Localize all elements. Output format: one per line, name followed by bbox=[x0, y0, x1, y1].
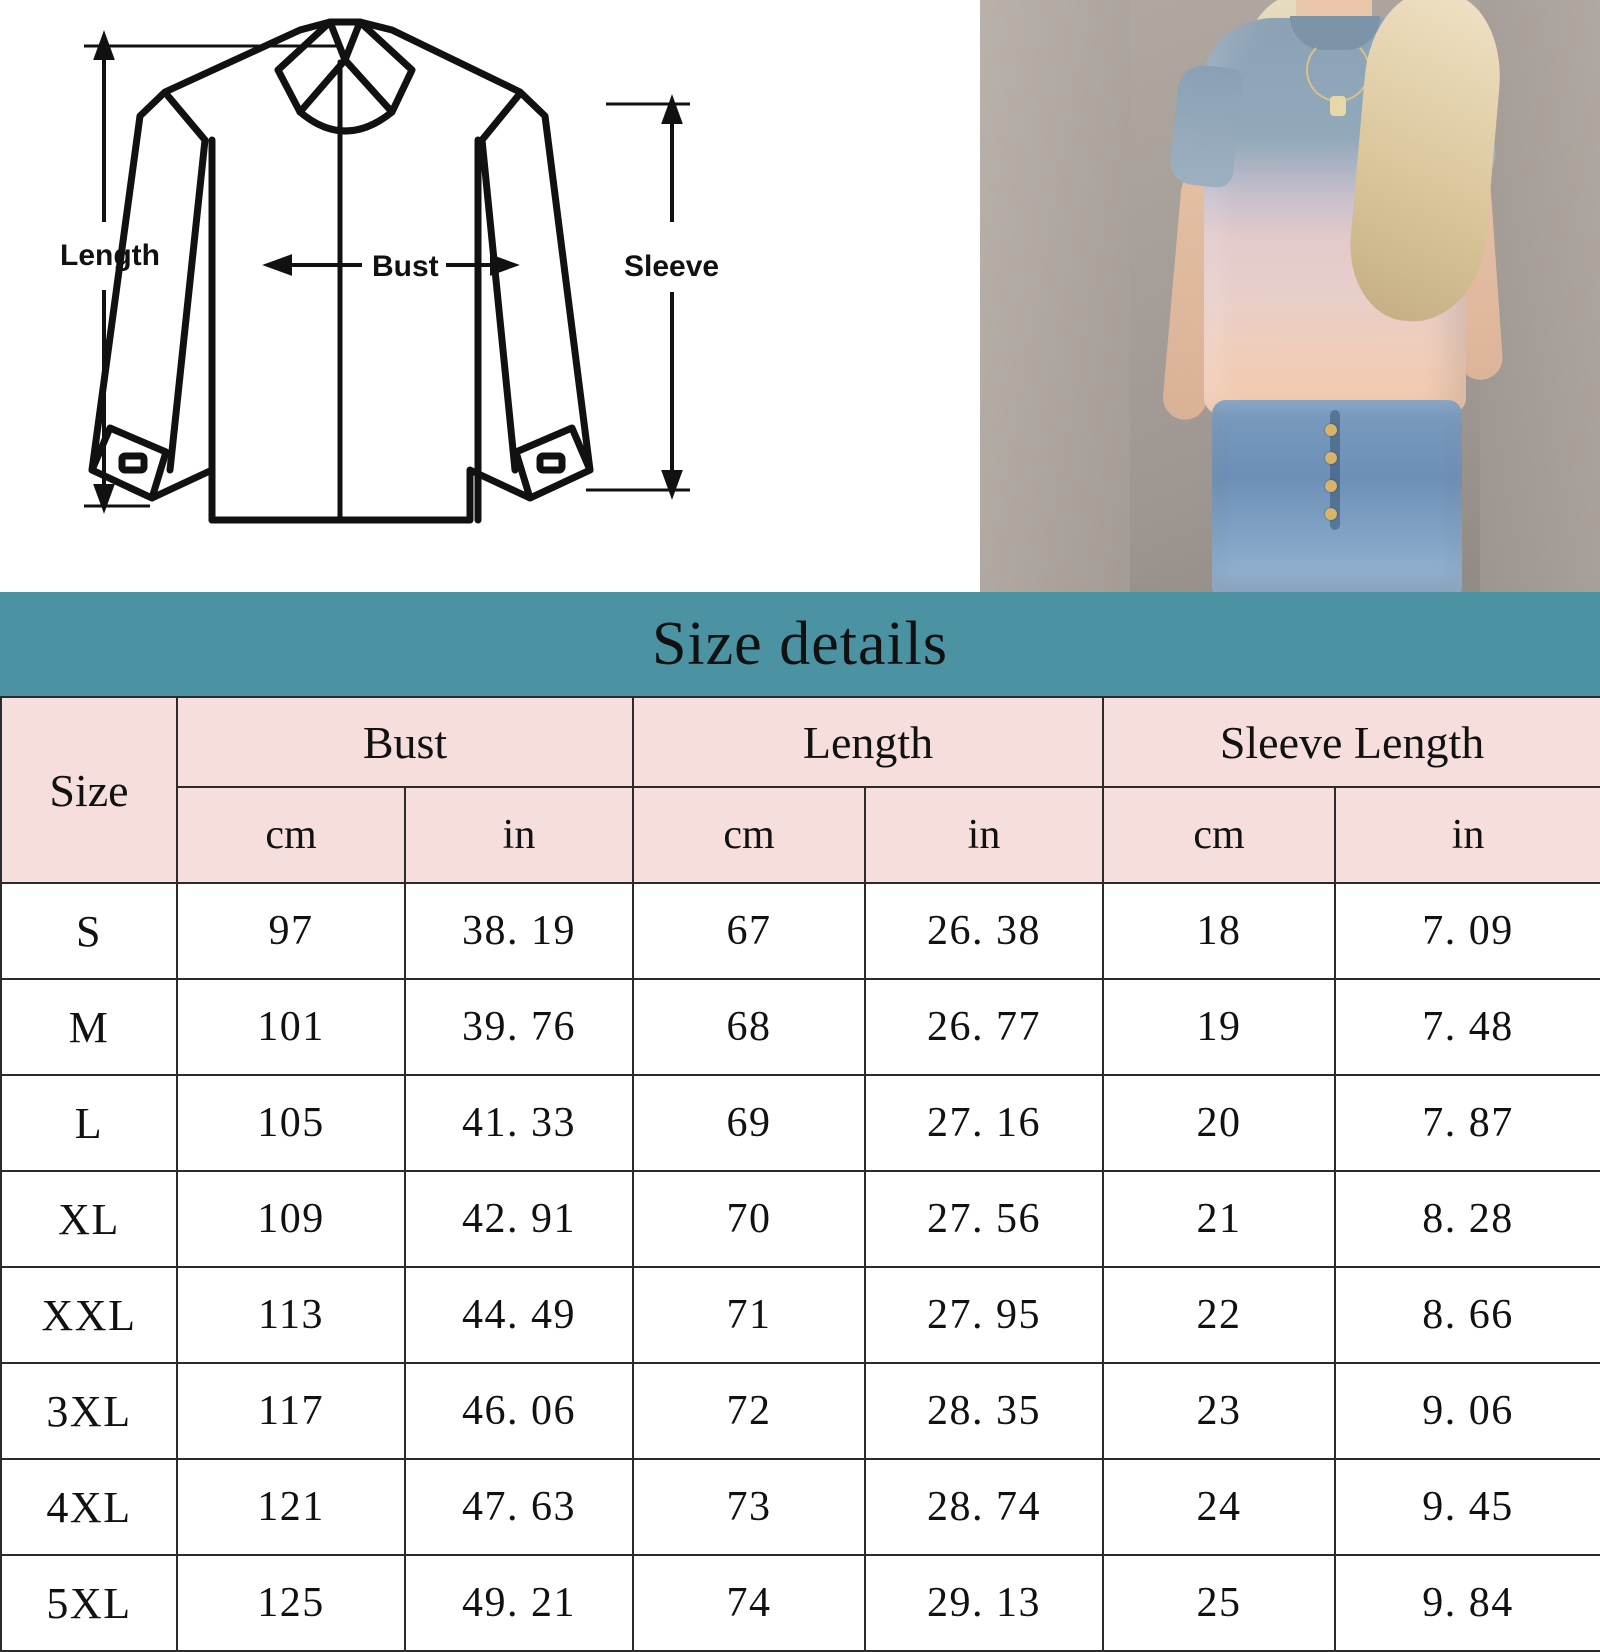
cell-sleeve-in: 7. 87 bbox=[1335, 1075, 1600, 1171]
cell-bust-in: 39. 76 bbox=[405, 979, 633, 1075]
cap-sleeve-left bbox=[1168, 63, 1244, 189]
column-header-size: Size bbox=[1, 697, 177, 883]
unit-header-length-cm: cm bbox=[633, 787, 865, 883]
table-row bbox=[1, 1171, 1600, 1267]
cell-length-in: 27. 16 bbox=[865, 1075, 1103, 1171]
cell-sleeve-in: 7. 48 bbox=[1335, 979, 1600, 1075]
cell-bust-in: 41. 33 bbox=[405, 1075, 633, 1171]
cell-bust-in: 46. 06 bbox=[405, 1363, 633, 1459]
size-details-table bbox=[0, 696, 1600, 1652]
cell-size: 5XL bbox=[1, 1555, 177, 1651]
cell-bust-cm: 125 bbox=[177, 1555, 405, 1651]
cell-bust-cm: 121 bbox=[177, 1459, 405, 1555]
cell-length-in: 27. 95 bbox=[865, 1267, 1103, 1363]
shirt-technical-drawing bbox=[0, 0, 980, 592]
shorts-button bbox=[1325, 480, 1337, 492]
cell-bust-cm: 109 bbox=[177, 1171, 405, 1267]
top-media-section bbox=[0, 0, 1600, 592]
cell-bust-cm: 101 bbox=[177, 979, 405, 1075]
shorts-button bbox=[1325, 508, 1337, 520]
table-row bbox=[1, 883, 1600, 979]
cell-length-cm: 71 bbox=[633, 1267, 865, 1363]
table-row bbox=[1, 979, 1600, 1075]
cell-sleeve-cm: 24 bbox=[1103, 1459, 1335, 1555]
cell-size: L bbox=[1, 1075, 177, 1171]
cell-size: XXL bbox=[1, 1267, 177, 1363]
cell-size: M bbox=[1, 979, 177, 1075]
cell-length-in: 27. 56 bbox=[865, 1171, 1103, 1267]
model-figure bbox=[1100, 0, 1500, 592]
unit-header-bust-cm: cm bbox=[177, 787, 405, 883]
table-row bbox=[1, 1459, 1600, 1555]
page-title: Size details bbox=[651, 609, 949, 678]
table-row bbox=[1, 1267, 1600, 1363]
cell-sleeve-cm: 23 bbox=[1103, 1363, 1335, 1459]
cell-length-cm: 67 bbox=[633, 883, 865, 979]
cell-bust-in: 44. 49 bbox=[405, 1267, 633, 1363]
table-row bbox=[1, 1363, 1600, 1459]
size-chart bbox=[0, 592, 1600, 1652]
unit-header-sleeve-in: in bbox=[1335, 787, 1600, 883]
cell-length-in: 29. 13 bbox=[865, 1555, 1103, 1651]
cell-length-in: 28. 35 bbox=[865, 1363, 1103, 1459]
cell-size: 3XL bbox=[1, 1363, 177, 1459]
cell-length-in: 28. 74 bbox=[865, 1459, 1103, 1555]
cell-bust-cm: 113 bbox=[177, 1267, 405, 1363]
cell-bust-in: 42. 91 bbox=[405, 1171, 633, 1267]
column-header-sleeve-length: Sleeve Length bbox=[1103, 697, 1600, 787]
sleeve-dimension-label: Sleeve bbox=[624, 250, 720, 283]
cell-bust-cm: 97 bbox=[177, 883, 405, 979]
measurement-diagram bbox=[0, 0, 980, 592]
cell-sleeve-in: 8. 66 bbox=[1335, 1267, 1600, 1363]
cell-sleeve-in: 9. 84 bbox=[1335, 1555, 1600, 1651]
size-details-title-bar bbox=[0, 592, 1600, 696]
cell-length-cm: 70 bbox=[633, 1171, 865, 1267]
cell-bust-in: 38. 19 bbox=[405, 883, 633, 979]
cell-length-cm: 74 bbox=[633, 1555, 865, 1651]
cell-bust-cm: 105 bbox=[177, 1075, 405, 1171]
cell-size: XL bbox=[1, 1171, 177, 1267]
cell-length-cm: 72 bbox=[633, 1363, 865, 1459]
cell-length-cm: 69 bbox=[633, 1075, 865, 1171]
bust-dimension-label: Bust bbox=[372, 250, 439, 283]
cell-length-cm: 68 bbox=[633, 979, 865, 1075]
cell-length-in: 26. 38 bbox=[865, 883, 1103, 979]
column-header-bust: Bust bbox=[177, 697, 633, 787]
table-row bbox=[1, 1075, 1600, 1171]
cell-sleeve-cm: 21 bbox=[1103, 1171, 1335, 1267]
cell-sleeve-cm: 19 bbox=[1103, 979, 1335, 1075]
cell-sleeve-in: 9. 06 bbox=[1335, 1363, 1600, 1459]
cell-sleeve-cm: 18 bbox=[1103, 883, 1335, 979]
cell-length-in: 26. 77 bbox=[865, 979, 1103, 1075]
cell-length-cm: 73 bbox=[633, 1459, 865, 1555]
cell-sleeve-in: 8. 28 bbox=[1335, 1171, 1600, 1267]
cell-sleeve-cm: 22 bbox=[1103, 1267, 1335, 1363]
cell-bust-cm: 117 bbox=[177, 1363, 405, 1459]
cell-sleeve-in: 7. 09 bbox=[1335, 883, 1600, 979]
table-header-unit-row bbox=[1, 787, 1600, 883]
necklace bbox=[1306, 38, 1370, 102]
unit-header-sleeve-cm: cm bbox=[1103, 787, 1335, 883]
table-row bbox=[1, 1555, 1600, 1651]
cell-bust-in: 47. 63 bbox=[405, 1459, 633, 1555]
cell-bust-in: 49. 21 bbox=[405, 1555, 633, 1651]
column-header-length: Length bbox=[633, 697, 1103, 787]
unit-header-length-in: in bbox=[865, 787, 1103, 883]
pendant bbox=[1330, 96, 1346, 116]
length-dimension-label: Length bbox=[60, 239, 160, 272]
cell-size: 4XL bbox=[1, 1459, 177, 1555]
cell-size: S bbox=[1, 883, 177, 979]
table-header-group-row bbox=[1, 697, 1600, 787]
shorts-button bbox=[1325, 452, 1337, 464]
shorts-button bbox=[1325, 424, 1337, 436]
unit-header-bust-in: in bbox=[405, 787, 633, 883]
product-photo bbox=[980, 0, 1600, 592]
cell-sleeve-cm: 25 bbox=[1103, 1555, 1335, 1651]
cell-sleeve-cm: 20 bbox=[1103, 1075, 1335, 1171]
cell-sleeve-in: 9. 45 bbox=[1335, 1459, 1600, 1555]
